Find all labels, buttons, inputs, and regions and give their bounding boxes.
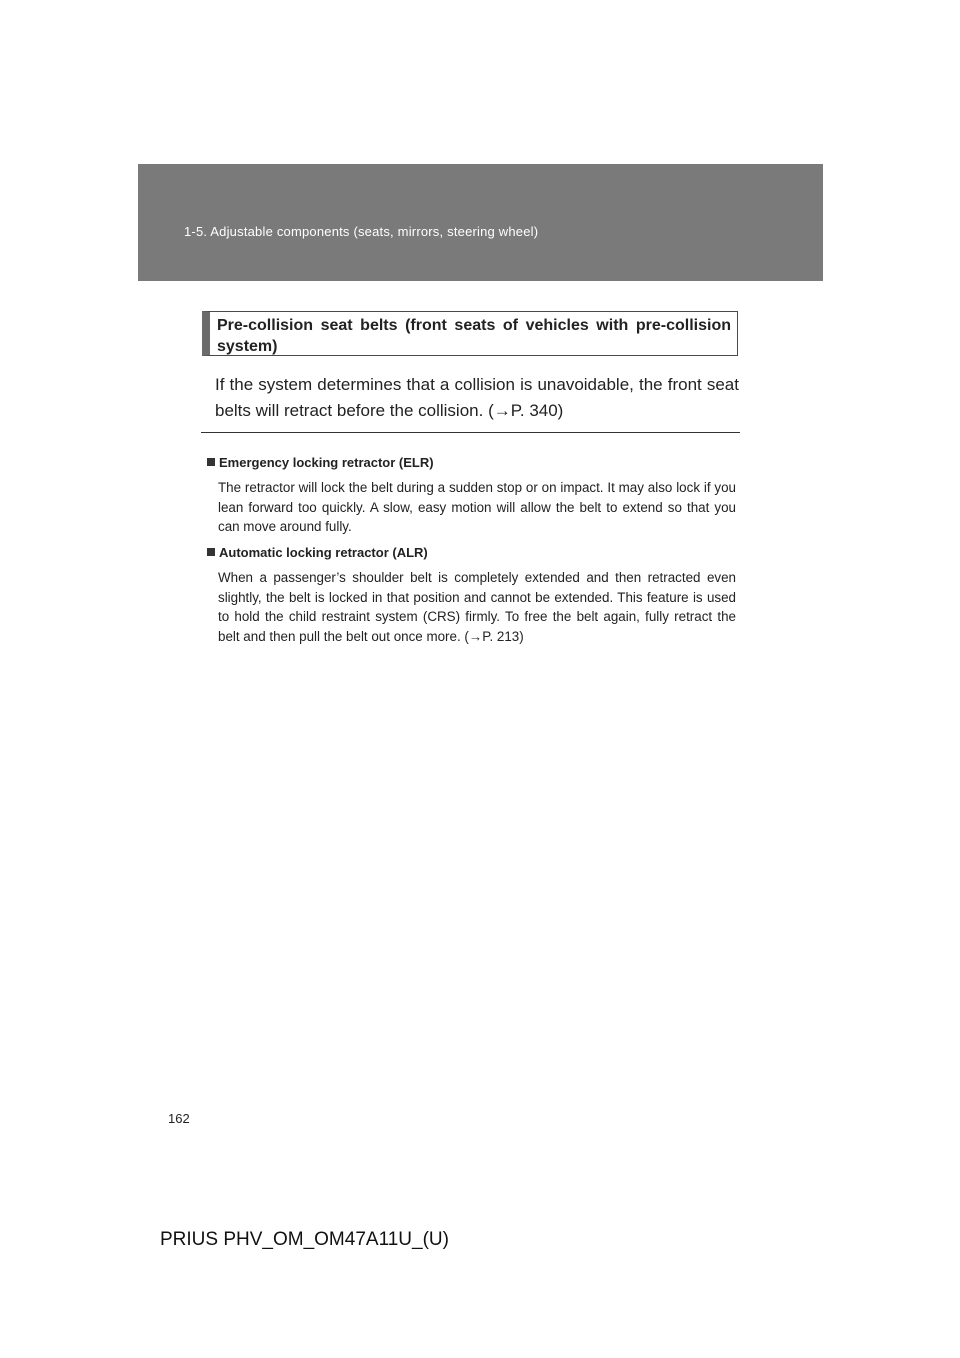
divider <box>201 432 740 433</box>
intro-paragraph: If the system determines that a collision is unavoidable, the front seat belts will retract before the collision. (→P. 340) <box>215 375 739 420</box>
section-title: Pre-collision seat belts (front seats of vehicles with pre-collision system) <box>217 317 731 355</box>
page-number: 162 <box>168 1111 190 1126</box>
section-title-box <box>202 311 738 356</box>
footer-code: PRIUS PHV_OM_OM47A11U_(U) <box>160 1229 449 1250</box>
note-heading-label: Emergency locking retractor (ELR) <box>219 455 434 470</box>
square-bullet-icon <box>207 458 215 466</box>
note-heading-alr <box>207 545 428 560</box>
note-body-elr: The retractor will lock the belt during a sudden stop or on impact. It may also lock if you lean forward too quickly. A slow, easy motion will allow the belt to extend so that you can move around fully. <box>218 480 736 534</box>
breadcrumb: 1-5. Adjustable components (seats, mirrors, steering wheel) <box>184 224 539 239</box>
note-heading-label: Automatic locking retractor (ALR) <box>219 545 428 560</box>
note-body-alr: When a passenger’s shoulder belt is completely extended and then retracted even slightly, the belt is locked in that position and cannot be extended. This feature is used to hold the child restraint system (CRS) firmly. To free the belt again, fully retract the belt and then pull the belt out once more. (→P. 213) <box>218 570 736 644</box>
header-band <box>138 164 823 281</box>
square-bullet-icon <box>207 548 215 556</box>
note-heading-elr <box>207 455 434 470</box>
